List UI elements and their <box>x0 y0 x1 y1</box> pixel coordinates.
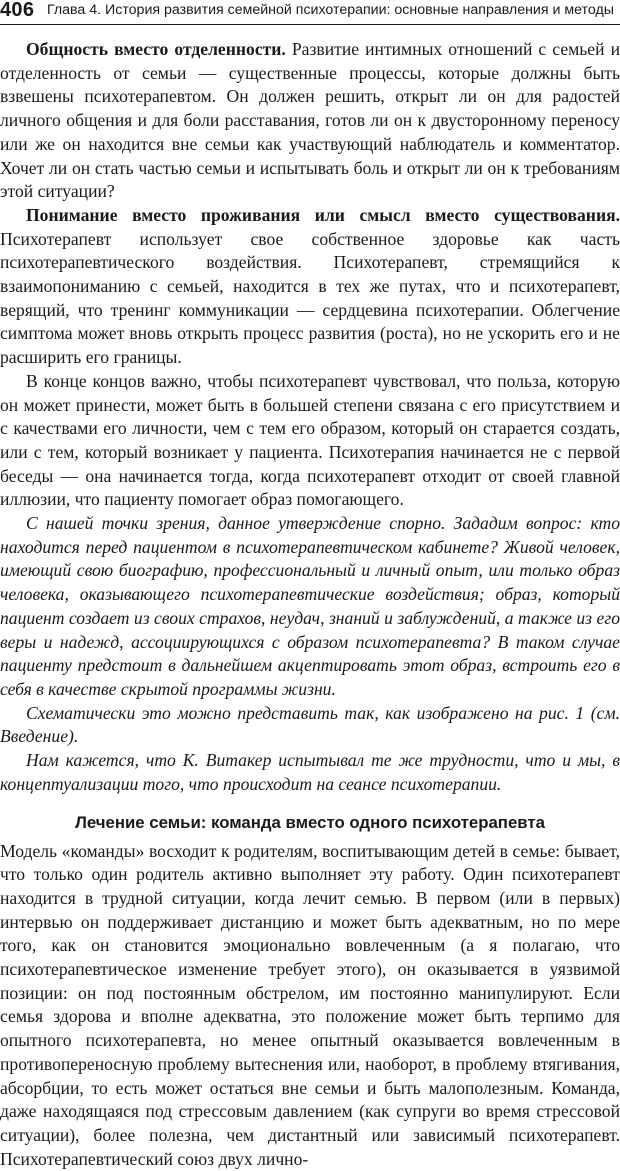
paragraph-lead: Понимание вместо проживания или смысл вместо существования. <box>26 205 620 225</box>
section-heading: Лечение семьи: команда вместо одного психотерапевта <box>0 812 620 834</box>
commentary-schema: Схематически это можно представить так, как изображено на рис. 1 (см. Введение). <box>0 702 620 749</box>
running-head <box>0 0 620 25</box>
paragraph-understanding <box>0 204 620 370</box>
commentary-paragraph: С нашей точки зрения, данное утверждение спорно. Зададим вопрос: кто находится перед пациентом в психотерапевтическом кабинете? Живой человек, имеющий свою биографию, профессиональный и личный опыт, или только образ человека, оказывающего психотерапевтические воздействия; образ, который пациент создает из своих страхов, неудач, знаний и заблуждений, а также из его веры и надежд, ассоциирующихся с образом психотерапевта? В таком случае пациенту предстоит в дальнейшем акцептировать этот образ, встроить его в себя в качестве скрытой программы жизни. <box>0 512 620 702</box>
commentary-whitaker: Нам кажется, что К. Витакер испытывал те же трудности, что и мы, в концептуализации того, что происходит на сеансе психотерапии. <box>0 749 620 796</box>
paragraph-team-model: Модель «команды» восходит к родителям, воспитывающим детей в семье: бывает, что только один родитель активно выполняет эту работу. Один психотерапевт находится в трудной ситуации, когда лечит семью. В первом (или в первых) интервью он поддерживает дистанцию и может быть адекватным, но по мере того, как он становится эмоционально вовлеченным (а я полагаю, что психотерапевтическое изменение требует этого), он оказывается в уязвимой позиции: он под постоянным обстрелом, им постоянно манипулируют. Если семья здорова и вполне адекватна, это положение может быть терпимо для опытного психотерапевта, но менее опытный оказывается вовлеченным в противопереносную проблему вытеснения или, наоборот, в проблему втягивания, абсорбции, то есть может остаться вне семьи и быть малополезным. Команда, даже находящаяся под стрессовым давлением (как супруги во время стрессовой ситуации), более полезна, чем дистантный или зависимый психотерапевт. Психотерапевтический союз двух лично- <box>0 840 620 1171</box>
paragraph-community <box>0 38 620 204</box>
page-number: 406 <box>0 0 34 22</box>
chapter-title: Глава 4. История развития семейной психотерапии: основные направления и методы <box>47 2 614 18</box>
paragraph-text: Психотерапевт использует свое собственное здоровье как часть психотерапевтического воздействия. Психотерапевт, стремящийся к взаимопониманию с семьей, находится в тех же путах, что и психотерапевт, верящий, что тренинг коммуникации — сердцевина психотерапии. Облегчение симптома может вновь открыть процесс развития (роста), но не ускорить его и не расширить его границы. <box>0 229 620 368</box>
paragraph-presence: В конце концов важно, чтобы психотерапевт чувствовал, что польза, которую он может принести, может быть в большей степени связана с его присутствием и с качествами его личности, чем с тем его образом, который он старается создать, или с тем, который возникает у пациента. Психотерапия начинается не с первой беседы — она начинается тогда, когда психотерапевт отходит от своей главной иллюзии, что пациенту помогает образ помогающего. <box>0 370 620 512</box>
paragraph-text: Развитие интимных отношений с семьей и отделенность от семьи — существенные процессы, которые должны быть взвешены психотерапевтом. Он должен решить, открыт ли он для радостей личного общения и для боли расставания, готов ли он к двусторонному переносу или же он находится вне семьи как участвующий наблюдатель и комментатор. Хочет ли он стать частью семьи и испытывать боль и открыт ли он к требованиям этой ситуации? <box>0 39 620 201</box>
body-text <box>0 38 620 1171</box>
paragraph-lead: Общность вместо отделенности. <box>26 39 286 59</box>
